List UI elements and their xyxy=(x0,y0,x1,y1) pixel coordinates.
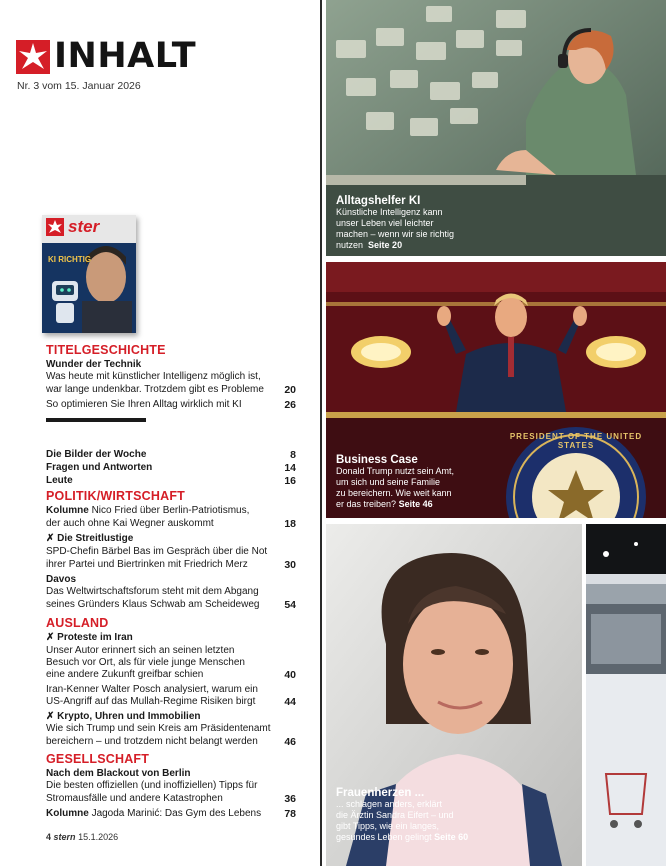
page-number[interactable]: 54 xyxy=(284,599,296,611)
caption-heading: Business Case xyxy=(336,454,418,466)
entry-text: Iran-Kenner Walter Posch analysiert, warum ein xyxy=(46,684,258,695)
caption-line: ... schlagen anders, erklärt xyxy=(336,799,443,809)
page-number[interactable]: 78 xyxy=(284,808,296,820)
page-number[interactable]: 46 xyxy=(284,736,296,748)
page-number[interactable]: 20 xyxy=(284,384,296,396)
caption-line: gesundes Leben gelingt xyxy=(336,832,432,842)
caption-line: gibt Tipps, wie ein langes, xyxy=(336,821,440,831)
entry-text: Die besten offiziellen (und inoffiziellen) Tipps für xyxy=(46,780,258,791)
entry-text xyxy=(46,505,296,518)
caption-page-link[interactable]: Seite 20 xyxy=(368,240,403,250)
entry-text: SPD-Chefin Bärbel Bas im Gespräch über die Not xyxy=(46,546,268,557)
entry-text: Besuch vor Ort, als für viele junge Menschen xyxy=(46,657,245,668)
page-number[interactable]: 40 xyxy=(284,669,296,681)
frauenherzen-caption xyxy=(336,787,468,843)
page-title: INHALT xyxy=(54,36,197,76)
entry-heading-text: Krypto, Uhren und Immobilien xyxy=(57,711,201,722)
caption-line: Künstliche Intelligenz kann xyxy=(336,207,443,217)
entry-heading: Die Bilder der Woche xyxy=(46,449,147,460)
caption-line: um sich und seine Familie xyxy=(336,477,441,487)
entry-heading-text: Die Streitlustige xyxy=(57,533,134,544)
cover-logo-text: ster xyxy=(68,217,100,236)
kolumne-text: Nico Fried über Berlin-Patriotismus, xyxy=(91,505,250,516)
entry-text: So optimieren Sie Ihren Alltag wirklich mit KI xyxy=(46,399,242,410)
entry-text: Was heute mit künstlicher Intelligenz möglich ist, xyxy=(46,371,261,382)
caption-page-link[interactable]: Seite 46 xyxy=(398,499,433,509)
entry-text: eine andere Zukunft greifbar schien xyxy=(46,669,204,680)
caption-page-link[interactable]: Seite 60 xyxy=(434,832,469,842)
seal-text: PRESIDENT OF THE UNITED STATES xyxy=(509,432,643,450)
entry-heading: Fragen und Antworten xyxy=(46,462,153,473)
page-number[interactable]: 36 xyxy=(284,793,296,805)
caption-line: Donald Trump nutzt sein Amt, xyxy=(336,466,455,476)
entry-text: war lange undenkbar. Trotzdem gibt es Probleme xyxy=(46,384,264,395)
snow-photo-icon xyxy=(586,524,666,866)
entry-heading xyxy=(46,533,133,544)
page-number[interactable]: 30 xyxy=(284,559,296,571)
caption-heading: Frauenherzen ... xyxy=(336,787,425,799)
section-titelgeschichte: TITELGESCHICHTE xyxy=(46,343,166,357)
cover-headline: KI RICHTIG xyxy=(48,255,92,264)
entry-text xyxy=(46,808,296,821)
entry-text: seines Gründers Klaus Schwab am Scheideweg xyxy=(46,599,260,610)
trump-feature-image[interactable] xyxy=(326,262,666,518)
stern-logo-icon xyxy=(16,40,50,74)
page-footer xyxy=(46,832,118,842)
bullet-icon: ✗ xyxy=(46,533,55,544)
page-number[interactable]: 44 xyxy=(284,696,296,708)
footer-brand: stern xyxy=(53,832,76,842)
entry-heading: Leute xyxy=(46,475,73,486)
trump-caption xyxy=(336,454,454,510)
page-number[interactable]: 26 xyxy=(284,399,296,411)
footer-page-number: 4 xyxy=(46,832,52,842)
caption-line: machen – wenn wir sie richtig xyxy=(336,229,455,239)
magazine-cover-thumbnail xyxy=(42,215,136,333)
entry-text: Das Weltwirtschaftsforum steht mit dem Abgang xyxy=(46,586,259,597)
entry-text: der auch ohne Kai Wegner auskommt xyxy=(46,518,214,529)
frauenherzen-feature-image[interactable] xyxy=(326,524,582,866)
caption-heading: Alltagshelfer KI xyxy=(336,195,421,207)
entry-heading-text: Proteste im Iran xyxy=(57,632,133,643)
kolumne-label: Kolumne xyxy=(46,808,89,819)
entry-heading xyxy=(46,632,133,643)
caption-line: zu bereichern. Wie weit kann xyxy=(336,488,452,498)
bullet-icon: ✗ xyxy=(46,632,55,643)
entry-text: ihrer Partei und Biertrinken mit Friedrich Merz xyxy=(46,559,248,570)
blackout-feature-image[interactable] xyxy=(586,524,666,866)
bullet-icon: ✗ xyxy=(46,711,55,722)
section-divider xyxy=(46,418,146,422)
section-politik-wirtschaft: POLITIK/WIRTSCHAFT xyxy=(46,489,186,503)
footer-date: 15.1.2026 xyxy=(78,832,119,842)
ki-feature-image[interactable] xyxy=(326,0,666,256)
entry-text: Stromausfälle und andere Katastrophen xyxy=(46,793,223,804)
caption-line: die Ärztin Sandra Eifert – und xyxy=(336,810,454,820)
caption-line: nutzen xyxy=(336,240,364,250)
column-divider xyxy=(320,0,322,866)
issue-date: Nr. 3 vom 15. Januar 2026 xyxy=(17,80,141,92)
entry-text: US-Angriff auf das Mullah-Regime Risiken birgt xyxy=(46,696,256,707)
caption-line: er das treiben? xyxy=(336,499,397,509)
entry-heading: Nach dem Blackout von Berlin xyxy=(46,768,191,779)
entry-text: bereichern – und trotzdem nicht belangt werden xyxy=(46,736,258,747)
entry-heading xyxy=(46,711,201,722)
page-number[interactable]: 16 xyxy=(284,475,296,487)
page-number[interactable]: 18 xyxy=(284,518,296,530)
table-of-contents-column xyxy=(0,0,322,866)
entry-heading: Wunder der Technik xyxy=(46,359,142,370)
kolumne-text: Jagoda Marinić: Das Gym des Lebens xyxy=(91,808,262,819)
entry-text: Wie sich Trump und sein Kreis am Präsidentenamt xyxy=(46,723,271,734)
page-number[interactable]: 14 xyxy=(284,462,296,474)
section-ausland: AUSLAND xyxy=(46,616,109,630)
section-gesellschaft: GESELLSCHAFT xyxy=(46,752,150,766)
entry-text: Unser Autor erinnert sich an seinen letzten xyxy=(46,645,235,656)
page-number[interactable]: 8 xyxy=(290,449,296,461)
caption-line: unser Leben viel leichter xyxy=(336,218,434,228)
entry-heading: Davos xyxy=(46,574,77,585)
kolumne-label: Kolumne xyxy=(46,505,89,516)
ki-caption xyxy=(336,195,454,251)
